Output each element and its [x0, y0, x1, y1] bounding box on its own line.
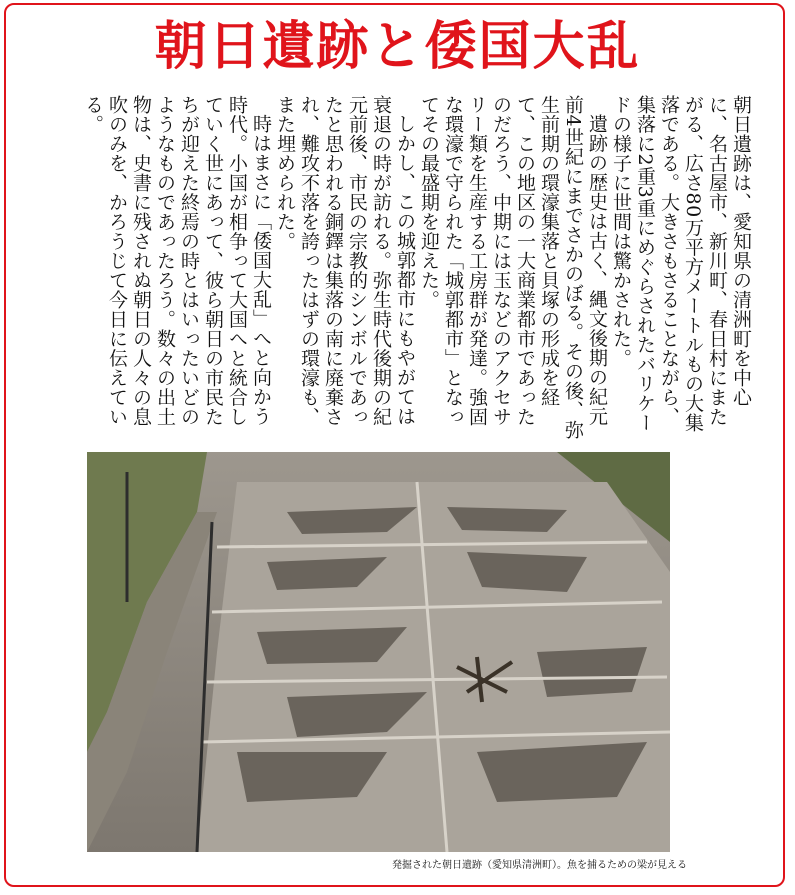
- article-body: [81, 95, 753, 445]
- excavation-photo-illustration: [87, 452, 670, 852]
- page-title: 朝日遺跡と倭国大乱: [154, 17, 641, 77]
- paragraph-2: 遺跡の歴史は古く、縄文後期の紀元前4世紀にまでさかのぼる。その後、弥生前期の環濠集落と貝塚の形成を経て、この地区の一大商業都市であったのだろう、中期には玉などのアクセサリー類を生産する工房群が発達。強固な環濠で守られた「城郭都市」となってその最盛期を迎えた。: [418, 95, 608, 440]
- photo-caption: 発掘された朝日遺跡（愛知県清洲町）。魚を捕るための梁が見える: [392, 860, 687, 871]
- paragraph-1: 朝日遺跡は、愛知県の清洲町を中心に、名古屋市、新川町、春日村にまたがる、広さ80万平方メートルもの大集落である。大きさもさることながら、集落に2重3重にめぐらされたバリケードの様子に世間は驚かされた。: [610, 95, 752, 433]
- paragraph-3: しかし、この城郭都市にもやがては衰退の時が訪れる。弥生時代後期の紀元前後、市民の宗教的シンボルであったと思われる銅鐸は集落の南に廃棄され、難攻不落を誇ったはずの環濠も、また埋められた。: [274, 95, 416, 427]
- excavation-photo: [87, 452, 670, 852]
- paragraph-4: 時はまさに「倭国大乱」へと向かう時代。小国が相争って大国へと統合していく世にあって、彼ら朝日の市民たちが迎えた終焉の時とはいったいどのようなものであったろう。数々の出土物は、史書に残されぬ朝日の人々の息吹のみを、かろうじて今日に伝えている。: [82, 95, 272, 427]
